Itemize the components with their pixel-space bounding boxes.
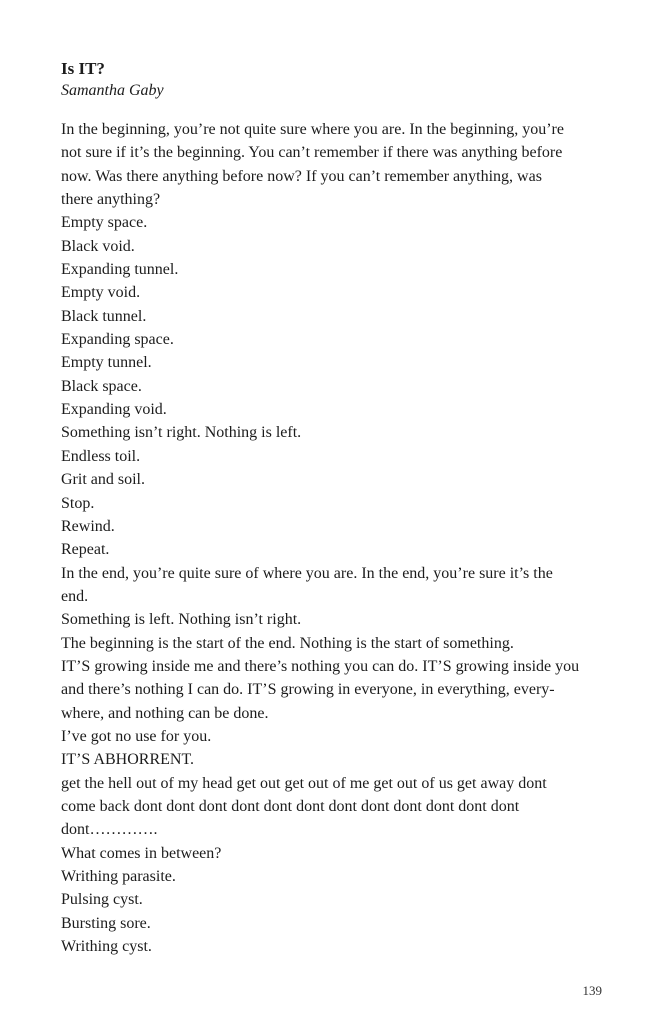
poem-body — [61, 118, 606, 958]
text-line: What comes in between? — [61, 844, 222, 862]
text-line: Empty tunnel. — [61, 354, 152, 372]
text-line: there anything? — [61, 191, 161, 209]
text-line: dont…………. — [61, 821, 158, 839]
text-line: Expanding tunnel. — [61, 261, 179, 279]
text-line: Something isn’t right. Nothing is left. — [61, 424, 302, 442]
text-line: Expanding void. — [61, 401, 167, 419]
text-line: IT’S ABHORRENT. — [61, 751, 195, 769]
text-line: In the end, you’re quite sure of where you are. In the end, you’re sure it’s the — [61, 564, 553, 582]
text-line: Stop. — [61, 494, 95, 512]
text-line: Bursting sore. — [61, 914, 151, 932]
text-line: and there’s nothing I can do. IT’S growing in everyone, in everything, every- — [61, 681, 555, 699]
text-line: get the hell out of my head get out get out of me get out of us get away dont — [61, 774, 547, 792]
text-line: Writhing cyst. — [61, 938, 152, 956]
text-line: Rewind. — [61, 517, 115, 535]
text-line: where, and nothing can be done. — [61, 704, 269, 722]
text-line: Endless toil. — [61, 447, 141, 465]
text-line: Something is left. Nothing isn’t right. — [61, 611, 302, 629]
text-line: Black void. — [61, 237, 135, 255]
text-line: The beginning is the start of the end. Nothing is the start of something. — [61, 634, 514, 652]
poem-title: Is IT? — [61, 59, 105, 78]
text-line: come back dont dont dont dont dont dont dont dont dont dont dont dont — [61, 797, 520, 815]
text-line: now. Was there anything before now? If you can’t remember anything, was — [61, 167, 542, 185]
text-line: Empty space. — [61, 214, 148, 232]
text-line: Expanding space. — [61, 331, 174, 349]
text-line: Repeat. — [61, 541, 110, 559]
text-line: Empty void. — [61, 284, 141, 302]
text-line: IT’S growing inside me and there’s nothing you can do. IT’S growing inside you — [61, 657, 580, 675]
text-line: Black space. — [61, 377, 142, 395]
document-page — [61, 58, 606, 958]
text-line: Writhing parasite. — [61, 868, 176, 885]
page-number: 139 — [582, 983, 602, 998]
text-line: Pulsing cyst. — [61, 891, 143, 909]
text-line: I’ve got no use for you. — [61, 727, 212, 745]
text-line: Grit and soil. — [61, 471, 145, 489]
text-line: Black tunnel. — [61, 307, 147, 325]
text-line: not sure if it’s the beginning. You can’t remember if there was anything before — [61, 144, 563, 162]
text-line: end. — [61, 587, 89, 605]
poem-author: Samantha Gaby — [61, 82, 164, 99]
text-line: In the beginning, you’re not quite sure where you are. In the beginning, you’re — [61, 121, 564, 138]
